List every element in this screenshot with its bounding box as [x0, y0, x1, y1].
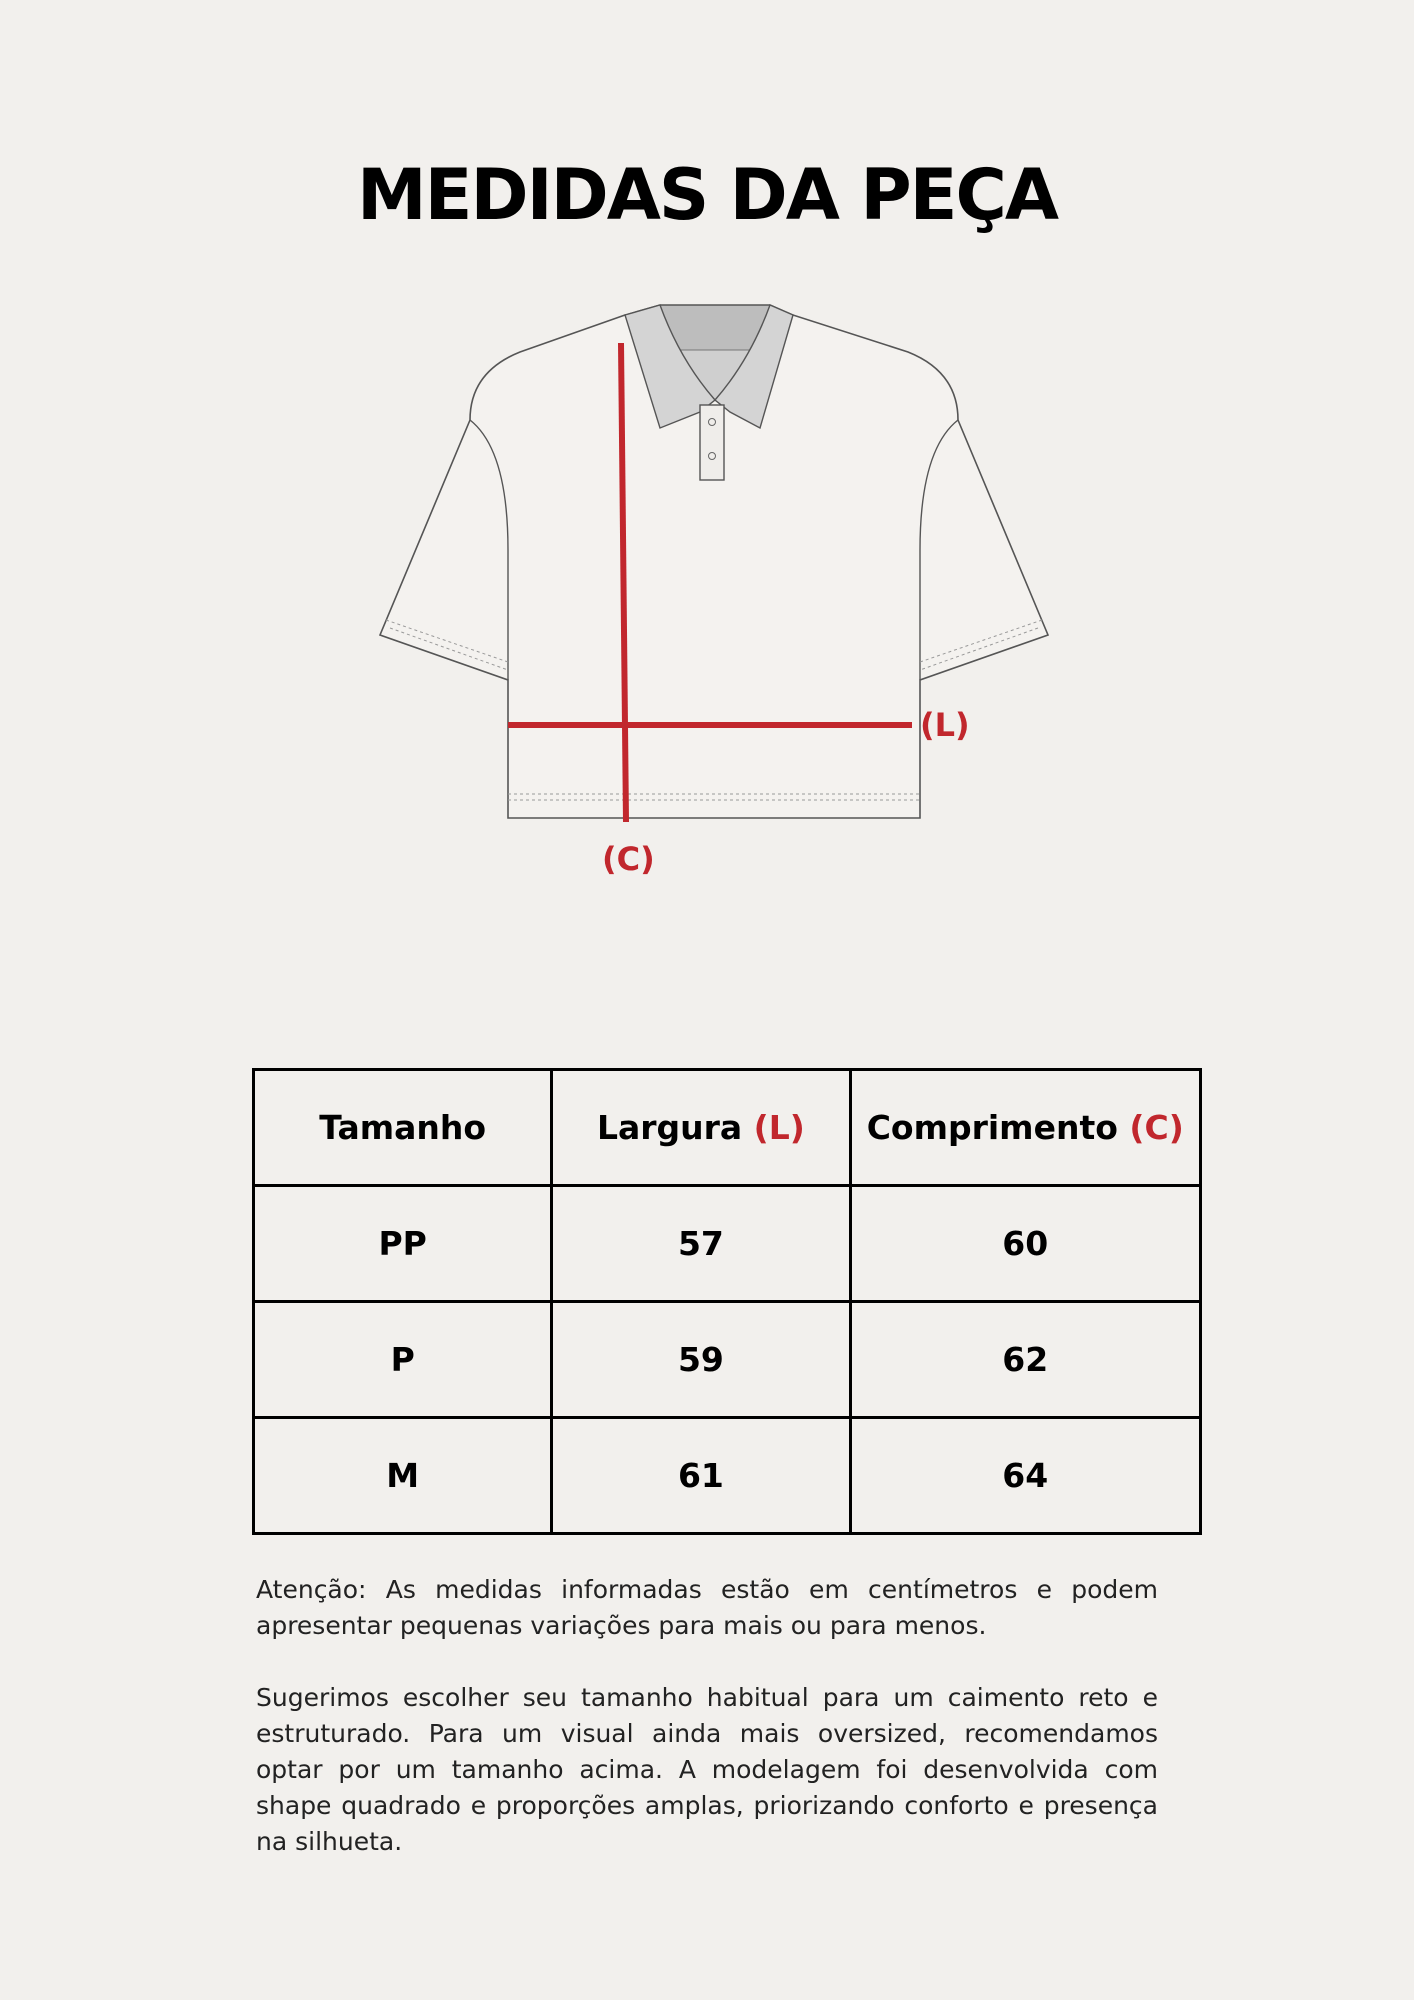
cell-size: M [254, 1418, 552, 1534]
width-label: (L) [920, 706, 970, 744]
suggestion-note: Sugerimos escolher seu tamanho habitual para um caimento reto e estruturado. Para um visual ainda mais oversized, recomendamos optar por um tamanho acima. A modelagem foi desenvolvida com shape quadrado e proporções amplas, priorizando conforto e presença na silhueta. [256, 1683, 1158, 1856]
header-width-code: (L) [753, 1108, 805, 1147]
shirt-diagram [360, 300, 1060, 900]
cell-width: 59 [552, 1302, 850, 1418]
placket [700, 405, 724, 480]
size-table [252, 1068, 1202, 1535]
cell-length: 64 [850, 1418, 1201, 1534]
page-title: MEDIDAS DA PEÇA [356, 154, 1057, 236]
cell-length: 62 [850, 1302, 1201, 1418]
table-row [254, 1418, 1201, 1534]
cell-length: 60 [850, 1186, 1201, 1302]
table-row [254, 1302, 1201, 1418]
cell-size: P [254, 1302, 552, 1418]
attention-note: Atenção: As medidas informadas estão em centímetros e podem apresentar pequenas variações para mais ou para menos. [256, 1575, 1158, 1640]
length-label: (C) [602, 840, 655, 878]
cell-size: PP [254, 1186, 552, 1302]
cell-width: 57 [552, 1186, 850, 1302]
table-row [254, 1186, 1201, 1302]
header-width: Largura (L) [552, 1070, 850, 1186]
header-length-code: (C) [1129, 1108, 1184, 1147]
notes-section [256, 1572, 1158, 1896]
header-length: Comprimento (C) [850, 1070, 1201, 1186]
table-header-row [254, 1070, 1201, 1186]
header-size: Tamanho [254, 1070, 552, 1186]
cell-width: 61 [552, 1418, 850, 1534]
